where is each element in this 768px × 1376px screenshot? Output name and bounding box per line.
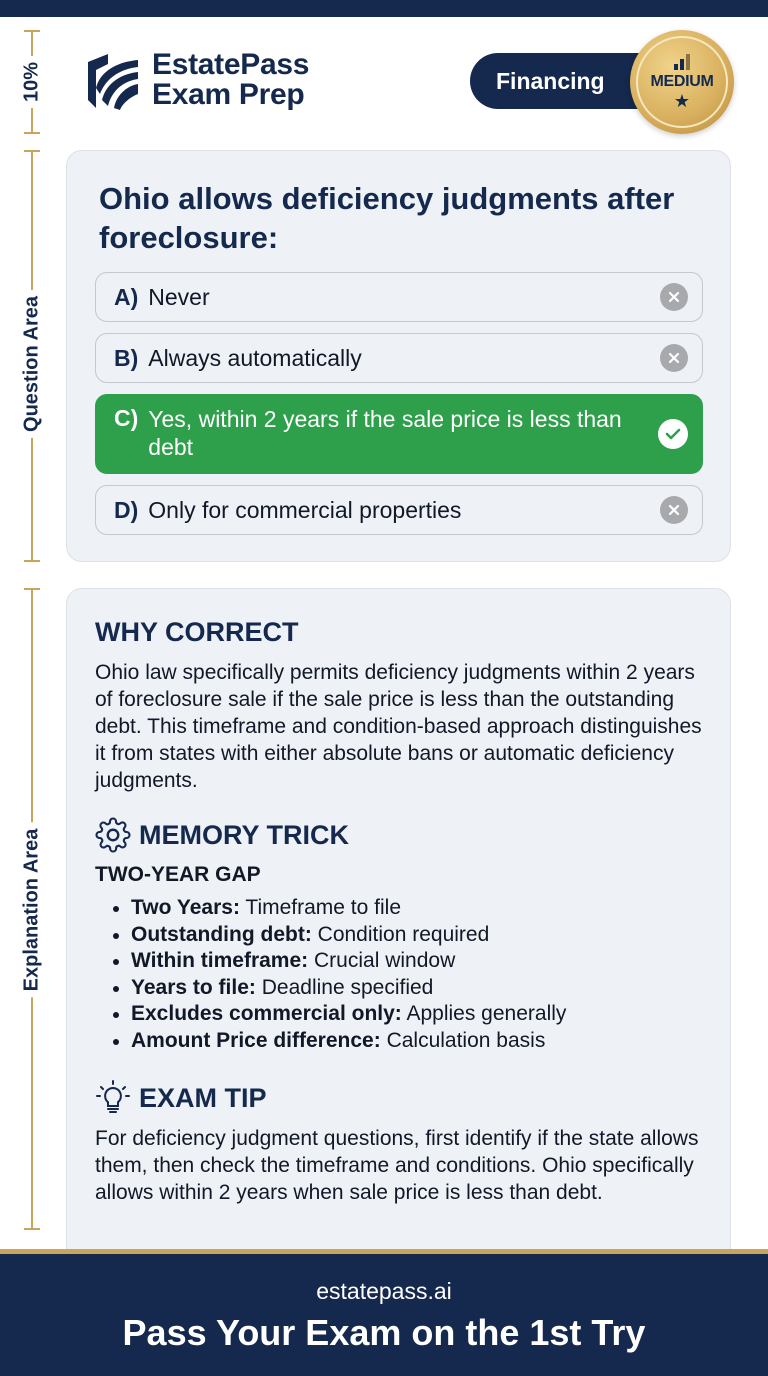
- option-letter: A): [114, 283, 139, 310]
- category-badge: Financing: [470, 53, 670, 109]
- bullet-value: Calculation basis: [386, 1028, 546, 1052]
- option-letter: B): [114, 344, 139, 371]
- footer-site: estatepass.ai: [316, 1278, 452, 1304]
- exam-tip-heading: [95, 1079, 267, 1117]
- option-letter: C): [114, 405, 139, 431]
- question-card: [66, 150, 731, 562]
- list-item: [111, 948, 566, 975]
- bullet-key: Within timeframe:: [131, 949, 309, 973]
- footer: [0, 1249, 768, 1376]
- option-c[interactable]: [95, 394, 703, 474]
- lightbulb-icon: [95, 1079, 131, 1117]
- ruler-top-label: 10%: [21, 56, 44, 108]
- difficulty-medal: [630, 30, 734, 134]
- difficulty-label: MEDIUM: [650, 72, 714, 90]
- signal-bars-icon: [674, 54, 690, 70]
- why-correct-heading: [95, 617, 299, 648]
- mnemonic-list: [111, 895, 566, 1055]
- x-circle-icon: [660, 344, 688, 372]
- mnemonic-title: TWO-YEAR GAP: [95, 863, 261, 886]
- x-circle-icon: [660, 496, 688, 524]
- option-text: Always automatically: [148, 344, 362, 371]
- ruler-question: [20, 150, 44, 562]
- brand-line-2: Exam Prep: [152, 78, 305, 111]
- bullet-value: Timeframe to file: [245, 896, 401, 919]
- bullet-key: Amount Price difference:: [131, 1028, 381, 1052]
- option-b[interactable]: [95, 333, 703, 383]
- gear-icon: [95, 817, 131, 853]
- bullet-value: Deadline specified: [261, 975, 434, 999]
- exam-tip-title: EXAM TIP: [139, 1082, 267, 1113]
- bullet-key: Years to file:: [131, 975, 256, 999]
- brand-name: [152, 50, 309, 110]
- check-circle-icon: [658, 419, 688, 449]
- bullet-key: Excludes commercial only:: [131, 1002, 402, 1026]
- list-item: [111, 1001, 566, 1028]
- ruler-top: [20, 30, 44, 134]
- shield-logo-icon: [86, 50, 140, 112]
- option-a[interactable]: [95, 272, 703, 322]
- brand-line-1: EstatePass: [152, 48, 310, 81]
- explanation-card: [66, 588, 731, 1288]
- list-item: [111, 975, 566, 1002]
- bullet-value: Applies generally: [406, 1002, 567, 1026]
- exam-tip-text: For deficiency judgment questions, first identify if the state allows them, then check the timeframe and conditions. Ohio specifically allows within 2 years when sale price is less than debt.: [95, 1127, 699, 1204]
- option-text: Only for commercial properties: [148, 496, 462, 523]
- ruler-explanation-label: Explanation Area: [21, 823, 44, 998]
- question-text: Ohio allows deficiency judgments after foreclosure:: [99, 181, 675, 255]
- top-bar: [0, 0, 768, 17]
- bullet-key: Two Years:: [131, 896, 240, 919]
- why-correct-text: Ohio law specifically permits deficiency judgments within 2 years of foreclosure sale if the sale price is less than the outstanding debt. This timeframe and condition-based approach distinguishes it from states with either absolute bans or automatic deficiency judgments.: [95, 661, 702, 792]
- memory-trick-title: MEMORY TRICK: [139, 819, 350, 850]
- option-text: Yes, within 2 years if the sale price is less than debt: [148, 406, 622, 460]
- option-text: Never: [148, 283, 210, 310]
- list-item: [111, 895, 566, 922]
- bullet-value: Condition required: [317, 922, 490, 946]
- bullet-key: Outstanding debt:: [131, 922, 312, 946]
- memory-trick-heading: [95, 817, 349, 853]
- list-item: [111, 1028, 566, 1055]
- ruler-explanation: [20, 588, 44, 1230]
- bullet-value: Crucial window: [314, 949, 456, 973]
- list-item: [111, 922, 566, 949]
- option-letter: D): [114, 496, 139, 523]
- footer-tagline: Pass Your Exam on the 1st Try: [122, 1312, 646, 1353]
- x-circle-icon: [660, 283, 688, 311]
- ruler-question-label: Question Area: [21, 290, 44, 438]
- star-icon: ★: [673, 90, 691, 111]
- why-correct-title: WHY CORRECT: [95, 617, 299, 647]
- option-d[interactable]: [95, 485, 703, 535]
